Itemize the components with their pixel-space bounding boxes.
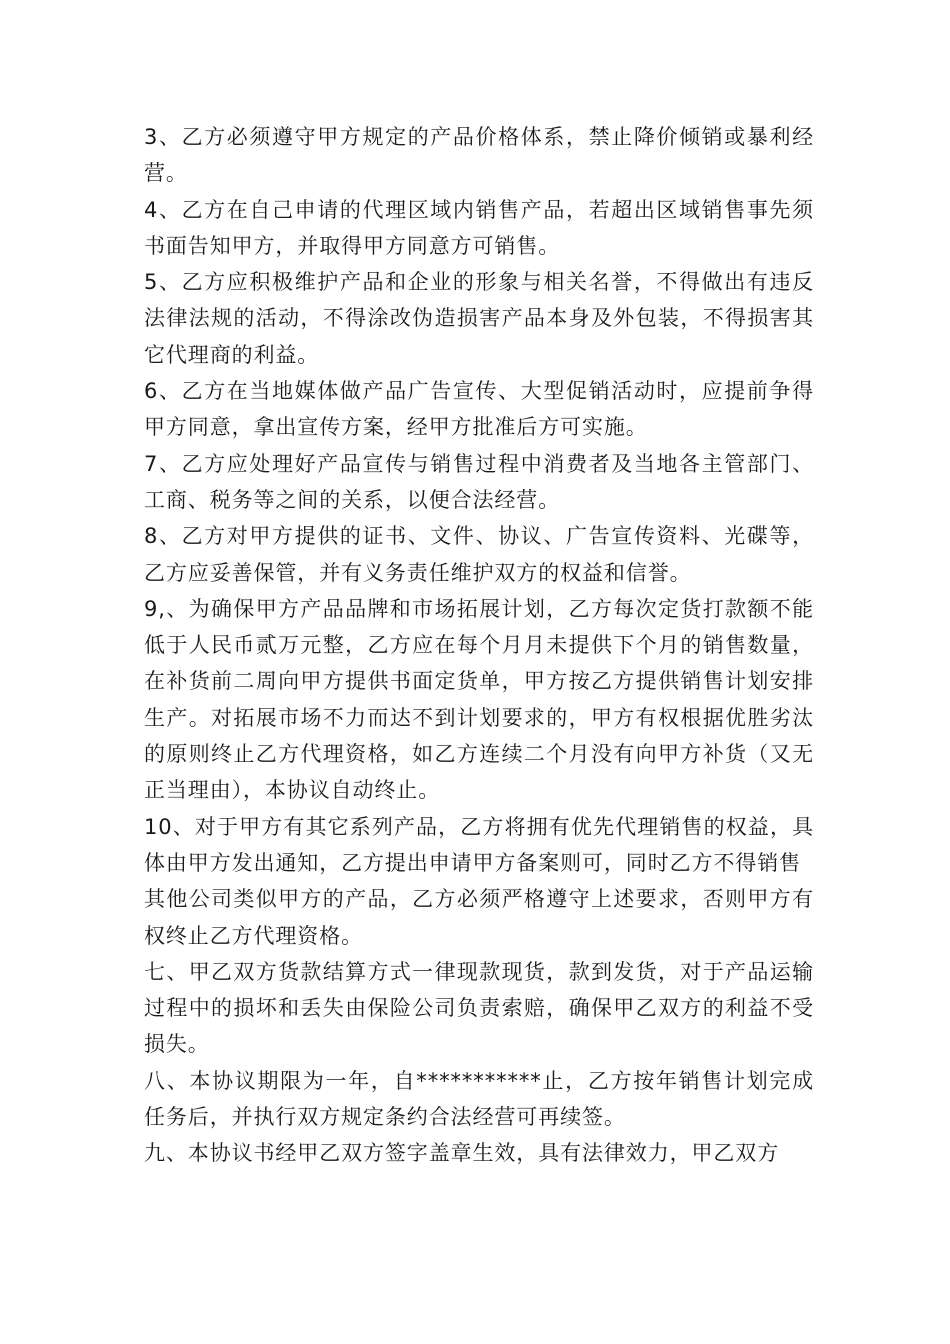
section-9-effect: 九、本协议书经甲乙双方签字盖章生效，具有法律效力，甲乙双方 [144, 1141, 780, 1166]
clause-10: 10、对于甲方有其它系列产品，乙方将拥有优先代理销售的权益，具体由甲方发出通知，乙方提出申请甲方备案则可，同时乙方不得销售 [144, 814, 814, 875]
clause-8: 8、乙方对甲方提供的证书、文件、协议、广告宣传资料、光碟等，乙方应妥善保管，并有义务责任维护双方的权益和信誉。 [144, 524, 814, 585]
section-7-payment: 七、甲乙双方货款结算方式一律现款现货，款到发货，对于产品运输过程中的损坏和丢失由保险公司负责索赔，确保甲乙双方的利益不受损失。 [144, 959, 814, 1057]
section-8-term: 八、本协议期限为一年，自***********止，乙方按年销售计划完成任务后，并执行双方规定条约合法经营可再续签。 [144, 1068, 814, 1130]
clause-9: 9,、为确保甲方产品品牌和市场拓展计划，乙方每次定货打款额不能低于人民币贰万元整，乙方应在每个月月未提供下个月的销售数量，在补货前二周向甲方提供书面定货单，甲方按乙方提供销售计划安排生产。对拓展市场不力而达不到计划要求的，甲方有权根据优胜劣汰的原则终止乙方代理资格，如乙方连续二个月没有向甲方补货（又无正当理由），本协议自动终止。 [144, 596, 814, 803]
clause-5: 5、乙方应积极维护产品和企业的形象与相关名誉，不得做出有违反法律法规的活动，不得涂改伪造损害产品本身及外包装，不得损害其它代理商的利益。 [144, 270, 814, 367]
document-page [144, 119, 814, 1172]
clause-3: 3、乙方必须遵守甲方规定的产品价格体系，禁止降价倾销或暴利经营。 [144, 125, 814, 186]
clause-7: 7、乙方应处理好产品宣传与销售过程中消费者及当地各主管部门、工商、税务等之间的关系，以便合法经营。 [144, 451, 814, 512]
clause-6: 6、乙方在当地媒体做产品广告宣传、大型促销活动时，应提前争得甲方同意，拿出宣传方案，经甲方批准后方可实施。 [144, 379, 814, 440]
clause-10-continued: 其他公司类似甲方的产品，乙方必须严格遵守上述要求，否则甲方有权终止乙方代理资格。 [144, 887, 814, 948]
clause-4: 4、乙方在自己申请的代理区域内销售产品，若超出区域销售事先须书面告知甲方，并取得甲方同意方可销售。 [144, 197, 814, 258]
